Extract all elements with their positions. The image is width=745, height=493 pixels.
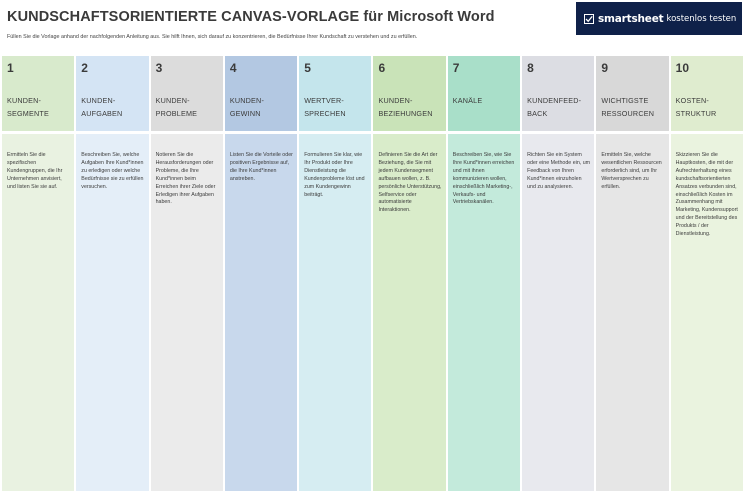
- canvas-column: [76, 56, 148, 491]
- column-title-line: WICHTIGSTE: [601, 96, 649, 105]
- canvas-column: [596, 56, 668, 491]
- column-number: 9: [601, 61, 609, 75]
- canvas-column: [373, 56, 445, 491]
- column-number: 6: [378, 61, 386, 75]
- canvas-column: [448, 56, 520, 491]
- column-body[interactable]: Beschreiben Sie, wie Sie Ihre Kund*innen erreichen und mit ihnen kommunizieren wollen, einschließlich Marketing-, Verkaufs- und Vertriebskanälen.: [448, 134, 520, 491]
- canvas-column: [151, 56, 223, 491]
- canvas-column: [299, 56, 371, 491]
- column-number: 3: [155, 61, 163, 75]
- column-title-line: KANÄLE: [452, 96, 483, 105]
- column-title-line: KUNDEN-: [229, 96, 265, 105]
- column-body[interactable]: Definieren Sie die Art der Beziehung, die Sie mit jedem Kundensegment aufbauen wollen, z. B. persönliche Unterstützung, Selfservice oder automatisierte Interaktionen.: [373, 134, 445, 491]
- column-title-line: KUNDEN-: [7, 96, 42, 105]
- column-number: 7: [452, 61, 460, 75]
- column-title: [156, 94, 198, 120]
- canvas-column: [671, 56, 743, 491]
- column-number: 5: [304, 61, 311, 75]
- column-header: [76, 56, 148, 131]
- column-title: [378, 94, 432, 120]
- column-header: [299, 56, 371, 131]
- column-number: 1: [7, 61, 14, 75]
- column-number: 10: [675, 61, 690, 75]
- canvas-columns: [2, 56, 743, 493]
- page-subtitle: Füllen Sie die Vorlage anhand der nachfolgenden Anleitung aus. Sie hilft Ihnen, sich darauf zu konzentrieren, die Bedürfnisse Ihrer Kundschaft zu verstehen und zu erfüllen.: [7, 34, 418, 40]
- column-body[interactable]: Notieren Sie die Herausforderungen oder Probleme, die Ihre Kund*innen beim Erreichen ihrer Ziele oder Erledigen ihrer Aufgaben haben.: [151, 134, 223, 491]
- column-number: 8: [527, 61, 534, 75]
- column-title: [304, 94, 346, 120]
- column-title-line: KOSTEN-: [675, 96, 710, 105]
- column-header: [2, 56, 74, 131]
- column-body[interactable]: Beschreiben Sie, welche Aufgaben Ihre Kund*innen zu erledigen oder welche Bedürfnisse sie zu erfüllen versuchen.: [76, 134, 148, 491]
- column-title-line: AUFGABEN: [81, 109, 123, 118]
- column-body[interactable]: Ermitteln Sie, welche wesentlichen Ressourcen erforderlich sind, um Ihr Wertversprechen zu erfüllen.: [596, 134, 668, 491]
- column-header: [373, 56, 445, 131]
- canvas-column: [225, 56, 297, 491]
- banner-brand: smartsheet: [598, 12, 664, 25]
- column-title-line: KUNDENFEED-: [527, 96, 582, 105]
- column-title: [527, 94, 581, 120]
- column-header: [596, 56, 668, 131]
- smartsheet-trial-banner[interactable]: [576, 2, 742, 35]
- column-title-line: STRUKTUR: [675, 109, 717, 118]
- column-number: 4: [229, 61, 237, 75]
- banner-cta: kostenlos testen: [666, 13, 737, 24]
- column-number: 2: [81, 61, 88, 75]
- page-title: KUNDSCHAFTSORIENTIERTE CANVAS-VORLAGE für Microsoft Word: [7, 9, 495, 25]
- column-header: [671, 56, 743, 131]
- column-title-line: SPRECHEN: [304, 109, 346, 118]
- column-header: [225, 56, 297, 131]
- column-title: [676, 94, 717, 120]
- column-title-line: WERTVER-: [304, 96, 344, 105]
- canvas-column: [522, 56, 594, 491]
- column-body[interactable]: Ermitteln Sie die spezifischen Kundengruppen, die Ihr Unternehmen anvisiert, und listen Sie sie auf.: [2, 134, 74, 491]
- column-title-line: KUNDEN-: [81, 96, 116, 105]
- canvas-column: [2, 56, 74, 491]
- column-title: [601, 94, 654, 120]
- column-title-line: BEZIEHUNGEN: [378, 109, 433, 118]
- checkmark-icon: [584, 14, 594, 24]
- column-body[interactable]: Listen Sie die Vorteile oder positiven Ergebnisse auf, die Ihre Kund*innen anstreben.: [225, 134, 297, 491]
- column-title-line: RESSOURCEN: [601, 109, 655, 118]
- column-title-line: PROBLEME: [155, 109, 198, 118]
- column-title: [230, 94, 264, 120]
- column-header: [151, 56, 223, 131]
- column-body[interactable]: Formulieren Sie klar, wie Ihr Produkt oder Ihre Dienstleistung die Kundenprobleme löst und zum Kundengewinn beiträgt.: [299, 134, 371, 491]
- column-title-line: GEWINN: [229, 109, 261, 118]
- column-title: [7, 94, 49, 120]
- column-title: [81, 94, 122, 120]
- column-title: [453, 94, 483, 107]
- column-title-line: KUNDEN-: [378, 96, 413, 105]
- column-title-line: SEGMENTE: [7, 109, 49, 118]
- column-header: [522, 56, 594, 131]
- column-title-line: BACK: [527, 109, 548, 118]
- column-header: [448, 56, 520, 131]
- column-body[interactable]: Skizzieren Sie die Hauptkosten, die mit der Aufrechterhaltung eines kundschaftsorientierten Ansatzes verbunden sind, einschließlich Kosten im Zusammenhang mit Marketing, Kundensupport und der Bereitstellung des Produkts / der Dienstleistung.: [671, 134, 743, 491]
- column-body[interactable]: Richten Sie ein System oder eine Methode ein, um Feedback von Ihren Kund*innen einzuholen und zu analysieren.: [522, 134, 594, 491]
- column-title-line: KUNDEN-: [155, 96, 190, 105]
